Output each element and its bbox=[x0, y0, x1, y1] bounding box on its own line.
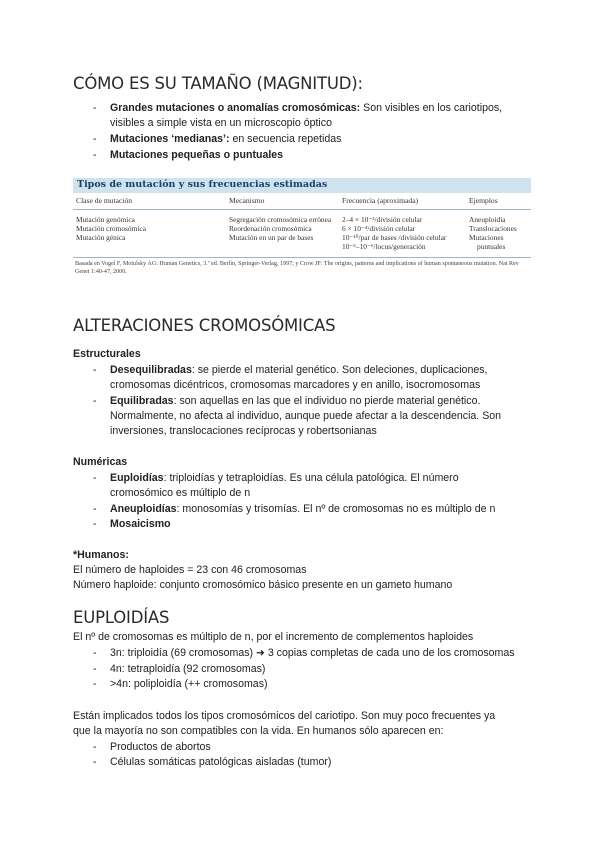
list-item-cont: cromosómico es múltiplo de n bbox=[110, 487, 251, 499]
paragraph-line: que la mayoría no son compatibles con la vida. En humanos sólo aparecen en: bbox=[73, 725, 444, 737]
bullet-dash: - bbox=[93, 149, 97, 161]
column-header: Mecanismo bbox=[229, 196, 265, 205]
list-item: Productos de abortos bbox=[110, 741, 211, 753]
table-title: Tipos de mutación y sus frecuencias estimadas bbox=[77, 179, 328, 190]
list-item: 3n: triploidía (69 cromosomas) ➜ 3 copias completas de cada uno de los cromosomas bbox=[110, 647, 515, 659]
table-cell: Mutación genómica bbox=[76, 215, 135, 224]
table-cell: Aneuploidía bbox=[469, 215, 506, 224]
list-item-cont: inversiones, translocaciones recíprocas y robertsonianas bbox=[110, 425, 377, 437]
list-item: Desequilibradas: se pierde el material genético. Son deleciones, duplicaciones, bbox=[110, 364, 488, 376]
list-item: Mutaciones pequeñas o puntuales bbox=[110, 149, 284, 161]
table-cell: Mutaciones bbox=[469, 233, 504, 242]
list-item: Euploidías: triploidías y tetraploidías. Es una célula patológica. El número bbox=[110, 472, 459, 484]
subheading-humanos: *Humanos: bbox=[73, 549, 129, 561]
table-cell: Segregación cromosómica errónea bbox=[229, 215, 332, 224]
bullet-dash: - bbox=[93, 518, 97, 530]
bullet-dash: - bbox=[93, 472, 97, 484]
table-source-note: Basada en Vogel F, Motulsky AG: Human Genetics, 3.ª ed. Berlín, Springer-Verlag, 1997; y Crow JF: The origins, patterns and implications of human spontaneous mutation. Nat Rev Genet 1:40-47, 2000. bbox=[75, 261, 519, 275]
bullet-dash: - bbox=[93, 133, 97, 145]
table-cell: 10⁻¹⁰/par de bases /división celular bbox=[342, 233, 447, 242]
subheading-numericas: Numéricas bbox=[73, 456, 128, 468]
bullet-dash: - bbox=[93, 102, 97, 114]
bullet-dash: - bbox=[93, 678, 97, 690]
table-cell: Mutación en un par de bases bbox=[229, 233, 314, 242]
mutation-frequency-table bbox=[73, 178, 531, 280]
subheading-estructurales: Estructurales bbox=[73, 348, 141, 360]
paragraph-line: Están implicados todos los tipos cromosómicos del cariotipo. Son muy poco frecuentes ya bbox=[73, 710, 496, 722]
list-item: Mosaicismo bbox=[110, 518, 171, 530]
list-item: Equilibradas: son aquellas en las que el individuo no pierde material genético. bbox=[110, 395, 481, 407]
bullet-dash: - bbox=[93, 663, 97, 675]
list-item-cont: cromosomas dicéntricos, cromosomas marcadores y en anillo, isocromosomas bbox=[110, 379, 481, 391]
table-rule bbox=[73, 257, 531, 258]
bullet-dash: - bbox=[93, 756, 97, 768]
column-header: Clase de mutación bbox=[76, 196, 133, 205]
table-cell: 10⁻⁵–10⁻⁶/locus/generación bbox=[342, 242, 426, 251]
list-item-cont: Normalmente, no afecta al individuo, aunque puede afectar a la descendencia. Son bbox=[110, 410, 502, 422]
list-item: Aneuploidías: monosomías y trisomías. El nº de cromosomas no es múltiplo de n bbox=[110, 503, 496, 515]
section-title-alteraciones: ALTERACIONES CROMOSÓMICAS bbox=[73, 316, 336, 335]
table-cell: Translocaciones bbox=[469, 224, 517, 233]
paragraph-line: El número de haploides = 23 con 46 cromosomas bbox=[73, 564, 307, 576]
list-item: 4n: tetraploidía (92 cromosomas) bbox=[110, 663, 266, 675]
column-header: Ejemplos bbox=[469, 196, 498, 205]
bullet-dash: - bbox=[93, 364, 97, 376]
list-item: >4n: poliploidía (++ cromosomas) bbox=[110, 678, 268, 690]
list-item: Células somáticas patológicas aisladas (tumor) bbox=[110, 756, 332, 768]
bullet-dash: - bbox=[93, 395, 97, 407]
paragraph-line: Número haploide: conjunto cromosómico básico presente en un gameto humano bbox=[73, 579, 453, 591]
column-header: Frecuencia (aproximada) bbox=[342, 196, 419, 205]
bullet-dash: - bbox=[93, 741, 97, 753]
list-item: Grandes mutaciones o anomalías cromosómicas: Son visibles en los cariotipos, bbox=[110, 102, 503, 114]
section-title-tamano: CÓMO ES SU TAMAÑO (MAGNITUD): bbox=[73, 74, 363, 93]
table-cell: puntuales bbox=[477, 242, 506, 251]
section-title-euploidias: EUPLOIDÍAS bbox=[73, 608, 170, 627]
list-item-cont: visibles a simple vista en un microscopio óptico bbox=[110, 117, 332, 129]
table-cell: Mutación génica bbox=[76, 233, 126, 242]
table-rule bbox=[73, 209, 531, 210]
table-cell: 2–4 × 10⁻²/división celular bbox=[342, 215, 423, 224]
table-cell: Reordenación cromosómica bbox=[229, 224, 312, 233]
list-item: Mutaciones ‘medianas’: en secuencia repetidas bbox=[110, 133, 342, 145]
bullet-dash: - bbox=[93, 647, 97, 659]
table-cell: 6 × 10⁻⁴/división celular bbox=[342, 224, 416, 233]
table-header-bar bbox=[73, 178, 531, 193]
table-cell: Mutación cromosómica bbox=[76, 224, 146, 233]
bullet-dash: - bbox=[93, 503, 97, 515]
paragraph-line: El nº de cromosomas es múltiplo de n, por el incremento de complementos haploides bbox=[73, 631, 474, 643]
